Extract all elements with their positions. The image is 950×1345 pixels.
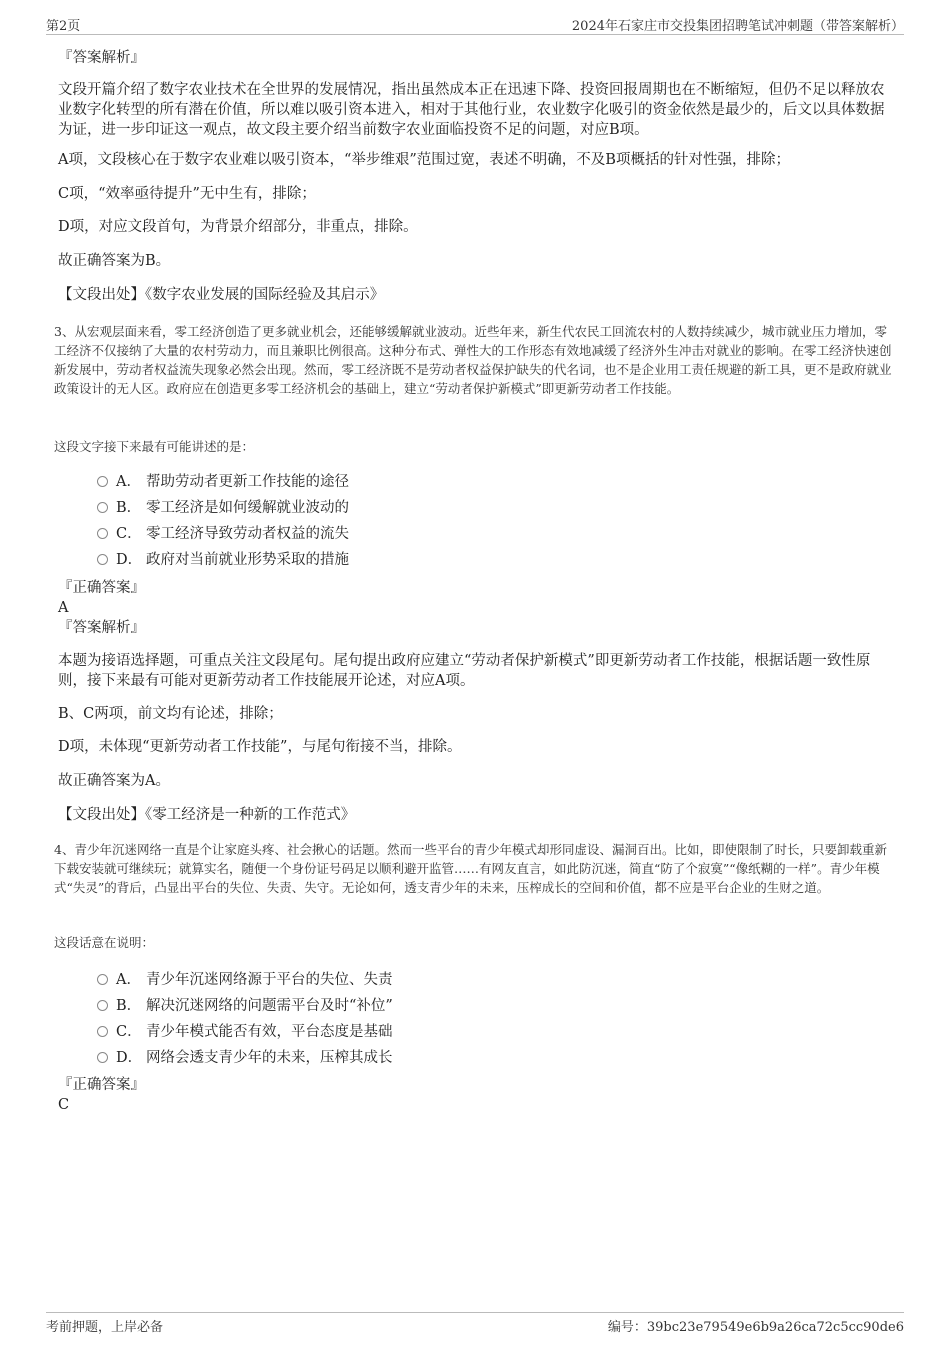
radio-icon[interactable] — [97, 554, 108, 565]
radio-icon[interactable] — [97, 1052, 108, 1063]
q3-option-d[interactable]: D． 政府对当前就业形势采取的措施 — [97, 550, 349, 570]
q3-option-a[interactable]: A． 帮助劳动者更新工作技能的途径 — [97, 472, 349, 492]
q3-answer-label: 『正确答案』 — [58, 580, 145, 596]
page-header — [46, 14, 904, 35]
q4-option-d[interactable]: D． 网络会透支青少年的未来，压榨其成长 — [97, 1048, 393, 1068]
q3-option-c[interactable]: C． 零工经济导致劳动者权益的流失 — [97, 524, 349, 544]
q2-analysis-p4: D项，对应文段首句，为背景介绍部分，非重点，排除。 — [58, 219, 418, 235]
q3-source: 【文段出处】《零工经济是一种新的工作范式》 — [58, 807, 356, 823]
document-id: 编号：39bc23e79549e6b9a26ca72c5cc90de6 — [607, 1320, 904, 1335]
q2-source: 【文段出处】《数字农业发展的国际经验及其启示》 — [58, 287, 385, 303]
q2-analysis-p3: C项，“效率亟待提升”无中生有，排除； — [58, 186, 316, 202]
q4-question: 这段话意在说明： — [54, 935, 155, 950]
q3-stem: 3、从宏观层面来看，零工经济创造了更多就业机会，还能够缓解就业波动。近些年来，新生代农民工回流农村的人数持续减少，城市就业压力增加，零工经济不仅接纳了大量的农村劳动力，而且兼职比例很高。这种分布式、弹性大的工作形态有效地减缓了经济外生冲击对就业的影响。在零工经济快速创新发展中，劳动者权益流失现象必然会出现。然而，零工经济既不是劳动者权益保护缺失的代名词，也不是企业用工责任规避的新工具，更不是政府就业政策设计的无人区。政府应在创造更多零工经济机会的基础上，建立“劳动者保护新模式”即更新劳动者工作技能。 — [54, 324, 892, 396]
q3-question: 这段文字接下来最有可能讲述的是： — [54, 439, 255, 454]
q3-analysis-label: 『答案解析』 — [58, 620, 145, 636]
q4-stem: 4、青少年沉迷网络一直是个让家庭头疼、社会揪心的话题。然而一些平台的青少年模式却形同虚设、漏洞百出。比如，即使限制了时长，只要卸载重新下载安装就可继续玩；就算实名，随便一个身份证号码足以顺利避开监管……有网友直言，如此防沉迷，简直“防了个寂寞”“像纸糊的一样”。青少年模式“失灵”的背后，凸显出平台的失位、失责、失守。无论如何，透支青少年的未来，压榨成长的空间和价值，都不应是平台企业的生财之道。 — [54, 842, 887, 895]
page-number: 第2页 — [46, 19, 81, 34]
page-footer — [46, 1312, 904, 1337]
q4-answer: C — [58, 1097, 70, 1113]
radio-icon[interactable] — [97, 502, 108, 513]
q4-answer-label: 『正确答案』 — [58, 1077, 145, 1093]
radio-icon[interactable] — [97, 1026, 108, 1037]
q3-analysis-p3: D项，未体现“更新劳动者工作技能”，与尾句衔接不当，排除。 — [58, 739, 462, 755]
radio-icon[interactable] — [97, 528, 108, 539]
q3-option-b[interactable]: B． 零工经济是如何缓解就业波动的 — [97, 498, 349, 518]
q4-option-c[interactable]: C． 青少年模式能否有效，平台态度是基础 — [97, 1022, 393, 1042]
q2-analysis-p5: 故正确答案为B。 — [58, 253, 171, 269]
radio-icon[interactable] — [97, 476, 108, 487]
q3-analysis-p4: 故正确答案为A。 — [58, 773, 170, 789]
q4-option-a[interactable]: A． 青少年沉迷网络源于平台的失位、失责 — [97, 970, 393, 990]
q2-analysis-p1: 文段开篇介绍了数字农业技术在全世界的发展情况，指出虽然成本正在迅速下降、投资回报周期也在不断缩短，但仍不足以释放农业数字化转型的所有潜在价值，所以难以吸引资本进入，相对于其他行业，农业数字化吸引的资金依然是最少的，后文以具体数据为证，进一步印证这一观点，故文段主要介绍当前数字农业面临投资不足的问题，对应B项。 — [58, 82, 885, 138]
q3-analysis-p2: B、C两项，前文均有论述，排除； — [58, 706, 283, 722]
q3-answer: A — [58, 600, 69, 616]
radio-icon[interactable] — [97, 974, 108, 985]
q3-analysis-p1: 本题为接语选择题，可重点关注文段尾句。尾句提出政府应建立“劳动者保护新模式”即更新劳动者工作技能，根据话题一致性原则，接下来最有可能对更新劳动者工作技能展开论述，对应A项。 — [58, 653, 871, 689]
document-title: 2024年石家庄市交投集团招聘笔试冲刺题（带答案解析） — [571, 19, 904, 34]
radio-icon[interactable] — [97, 1000, 108, 1011]
q2-analysis-p2: A项，文段核心在于数字农业难以吸引资本，“举步维艰”范围过宽，表述不明确，不及B项概括的针对性强，排除； — [58, 152, 790, 168]
q4-option-b[interactable]: B． 解决沉迷网络的问题需平台及时“补位” — [97, 996, 393, 1016]
footer-slogan: 考前押题，上岸必备 — [46, 1320, 164, 1335]
q2-analysis-label: 『答案解析』 — [58, 50, 145, 66]
